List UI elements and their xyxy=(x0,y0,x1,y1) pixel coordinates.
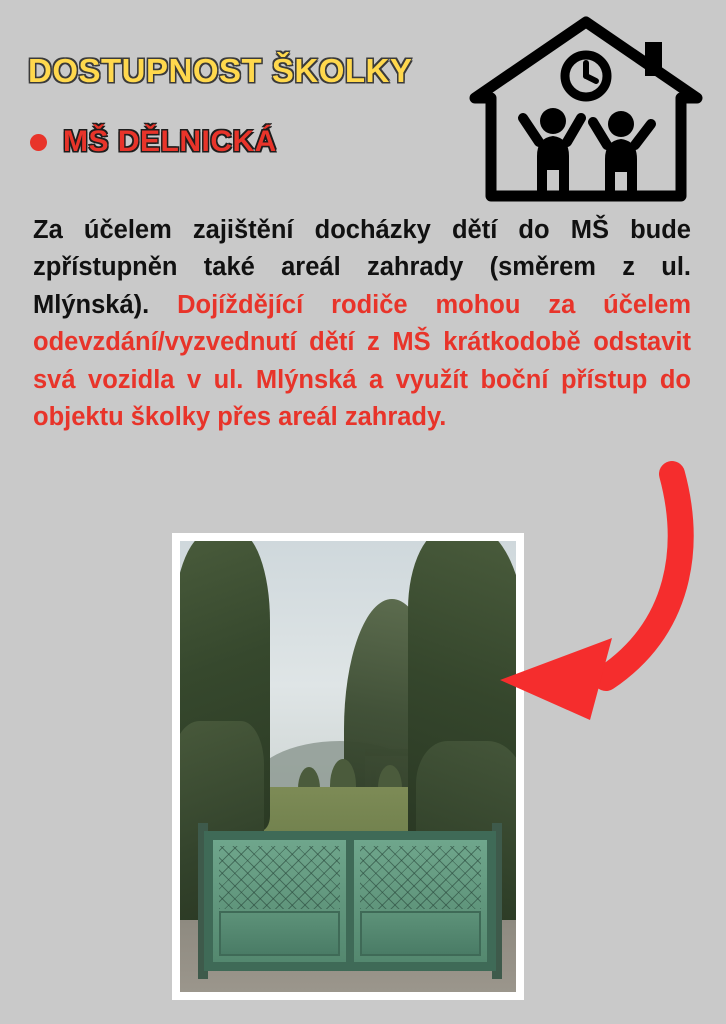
body-paragraph xyxy=(33,212,691,437)
kindergarten-house-icon xyxy=(469,14,704,204)
gate-photo xyxy=(180,541,516,992)
photo-frame xyxy=(172,533,524,1000)
paragraph-black-text: Za účelem zajištění docházky dětí do MŠ bude zpřístupněn také areál zahrady (směrem z ul. Mlýnská). xyxy=(33,216,691,319)
paragraph-red-text: Dojíždějící rodiče mohou za účelem odevzdání/vyzvednutí dětí z MŠ krátkodobě odstavit svá vozidla v ul. Mlýnská a využít boční přístup do objektu školky přes areál zahrady. xyxy=(33,290,692,432)
subtitle-text: MŠ DĚLNICKÁ xyxy=(63,125,277,158)
photo-gate-leaf-left xyxy=(209,836,350,966)
photo-green-gate xyxy=(204,831,496,971)
bullet-list-item xyxy=(30,125,277,159)
photo-gate-leaf-right xyxy=(350,836,491,966)
page-title: DOSTUPNOST ŠKOLKY xyxy=(28,52,413,89)
bullet-dot-icon xyxy=(30,134,47,151)
